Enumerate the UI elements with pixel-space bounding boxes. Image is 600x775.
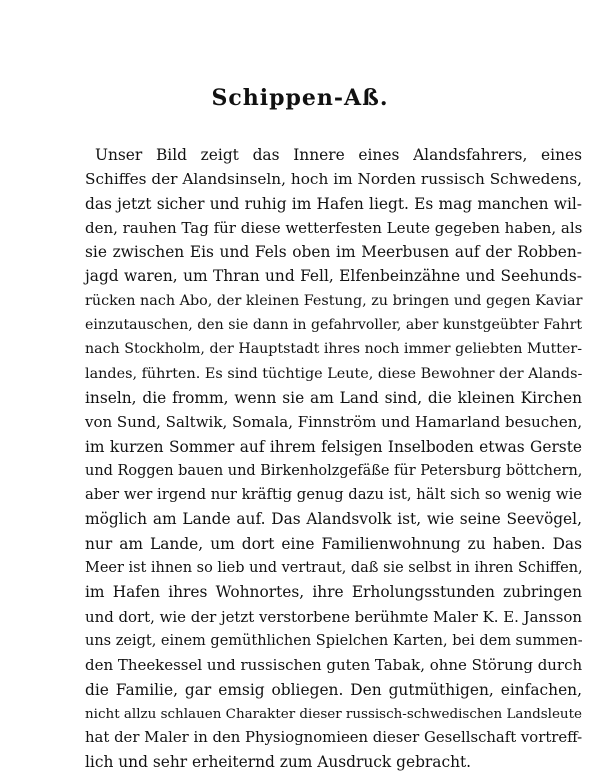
text-line: aber wer irgend nur kräftig genug dazu ist, hält sich so wenig wie (85, 486, 583, 504)
text-line: jagd waren, um Thran und Fell, Elfenbeinzähne und Seehunds- (85, 267, 582, 286)
text-line: nur am Lande, um dort eine Familienwohnung zu haben. Das (85, 534, 582, 553)
text-line: inseln, die fromm, wenn sie am Land sind, die kleinen Kirchen (85, 388, 582, 407)
text-line: lich und sehr erheiternd zum Ausdruck gebracht. (85, 753, 472, 772)
text-line: von Sund, Saltwik, Somala, Finnström und Hamarland besuchen, (85, 413, 583, 432)
page-title: Schippen-Aß. (211, 85, 389, 111)
text-line: Unser Bild zeigt das Innere eines Alandsfahrers, eines (95, 146, 582, 164)
text-line: Schiffes der Alandsinseln, hoch im Norden russisch Schwedens, (85, 170, 582, 189)
text-line: im Hafen ihres Wohnortes, ihre Erholungsstunden zubringen (85, 583, 582, 602)
text-line: möglich am Lande auf. Das Alandsvolk ist, wie seine Seevögel, (85, 510, 582, 529)
text-line: den Theekessel und russischen guten Tabak, ohne Störung durch (85, 656, 583, 675)
text-line: rücken nach Abo, der kleinen Festung, zu bringen und gegen Kaviar (85, 292, 583, 309)
text-line: hat der Maler in den Physiognomieen dieser Gesellschaft vortreff- (85, 729, 583, 747)
text-line: und Roggen bauen und Birkenholzgefäße für Petersburg böttchern, (85, 462, 583, 479)
text-line: den, rauhen Tag für diese wetterfesten Leute gegeben haben, als (85, 218, 583, 237)
text-line: landes, führten. Es sind tüchtige Leute, diese Bewohner der Alands- (85, 365, 583, 382)
text-line: Meer ist ihnen so lieb und vertraut, daß sie selbst in ihren Schiffen, (85, 560, 583, 577)
text-line: sie zwischen Eis und Fels oben im Meerbusen auf der Robben- (85, 243, 582, 262)
text-line: und dort, wie der jetzt verstorbene berühmte Maler K. E. Jansson (85, 607, 582, 626)
text-line: nicht allzu schlauen Charakter dieser russisch-schwedischen Landsleute (85, 705, 582, 722)
text-line: einzutauschen, den sie dann in gefahrvoller, aber kunstgeübter Fahrt (85, 317, 583, 334)
text-line: die Familie, gar emsig obliegen. Den gutmüthigen, einfachen, (85, 680, 582, 699)
text-line: das jetzt sicher und ruhig im Hafen liegt. Es mag manchen wil- (85, 194, 582, 213)
body-paragraph (85, 143, 582, 775)
text-line: im kurzen Sommer auf ihrem felsigen Inselboden etwas Gerste (85, 437, 582, 456)
text-line: uns zeigt, einem gemüthlichen Spielchen Karten, bei dem summen- (85, 632, 583, 649)
text-line: nach Stockholm, der Hauptstadt ihres noch immer geliebten Mutter- (85, 341, 582, 358)
